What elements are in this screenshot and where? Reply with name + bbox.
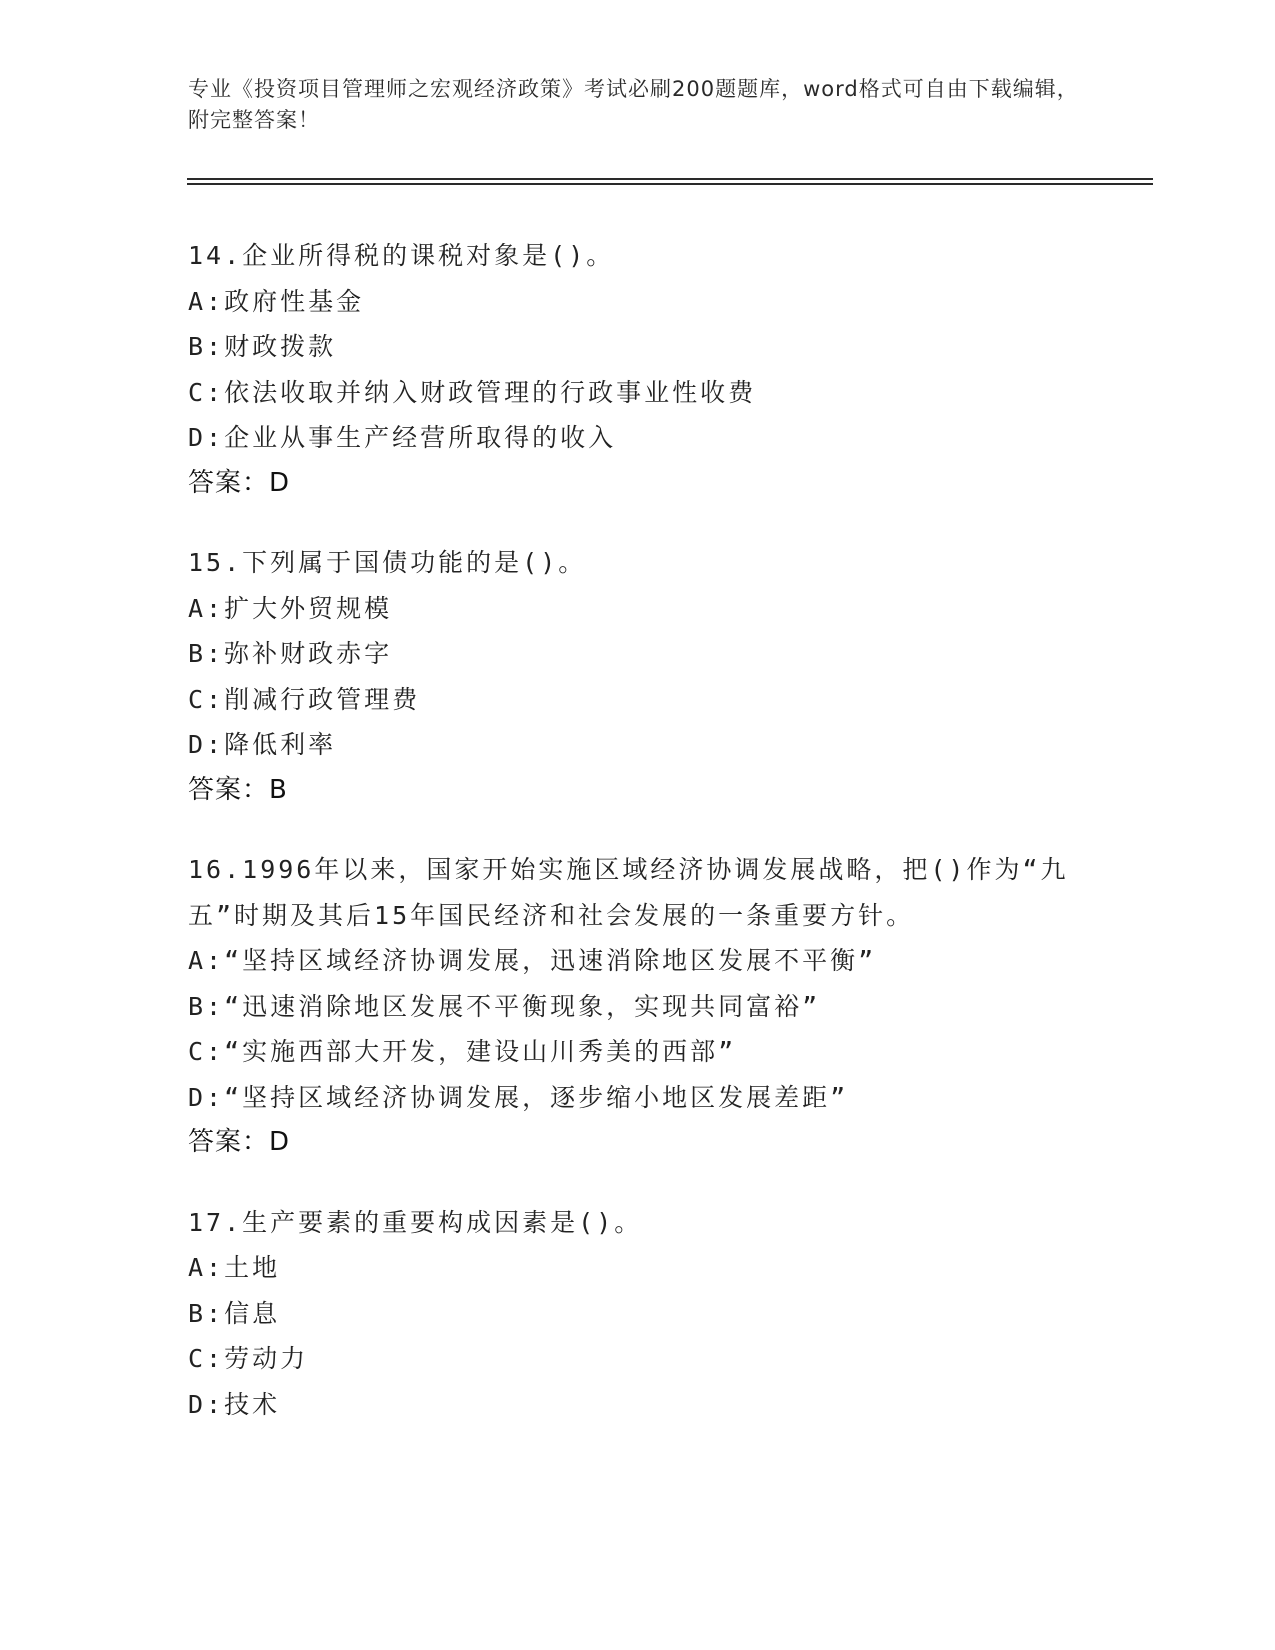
option-a: A:政府性基金 [188,286,365,316]
question-17 [188,1200,1108,1428]
question-list [188,233,1108,1461]
option-b: B:弥补财政赤字 [188,639,393,668]
option-b: B:信息 [188,1298,281,1328]
question-14 [188,233,1108,506]
option-d: D:降低利率 [188,730,337,759]
option-d: D:“坚持区域经济协调发展，逐步缩小地区发展差距” [188,1082,849,1112]
option-b: B:“迅速消除地区发展不平衡现象，实现共同富裕” [188,991,821,1021]
question-stem: 15.下列属于国债功能的是()。 [188,548,587,577]
option-c: C:“实施西部大开发，建设山川秀美的西部” [188,1037,737,1066]
question-stem: 14.企业所得税的课税对象是()。 [188,241,615,270]
option-d: D:技术 [188,1389,281,1419]
question-15 [188,540,1108,813]
option-c: C:削减行政管理费 [188,684,421,714]
option-c: C:劳动力 [188,1344,309,1373]
answer-label: 答案：B [188,774,288,805]
question-16 [188,847,1108,1166]
question-stem: 17.生产要素的重要构成因素是()。 [188,1207,643,1237]
option-a: A:扩大外贸规模 [188,593,393,623]
header-rule-top [187,178,1153,180]
option-d: D:企业从事生产经营所取得的收入 [188,423,617,452]
question-stem: 16.1996年以来，国家开始实施区域经济协调发展战略，把()作为“九五”时期及其后15年国民经济和社会发展的一条重要方针。 [188,855,1069,930]
header-rule-bottom [187,183,1153,185]
answer-label: 答案：D [188,467,291,498]
header-title: 专业《投资项目管理师之宏观经济政策》考试必刷200题题库，word格式可自由下载编辑，附完整答案！ [188,77,1079,132]
option-a: A:土地 [188,1253,281,1282]
option-a: A:“坚持区域经济协调发展，迅速消除地区发展不平衡” [188,946,877,975]
document-header [188,74,1088,136]
option-b: B:财政拨款 [188,332,337,361]
option-c: C:依法收取并纳入财政管理的行政事业性收费 [188,377,757,407]
answer-label: 答案：D [188,1127,291,1157]
